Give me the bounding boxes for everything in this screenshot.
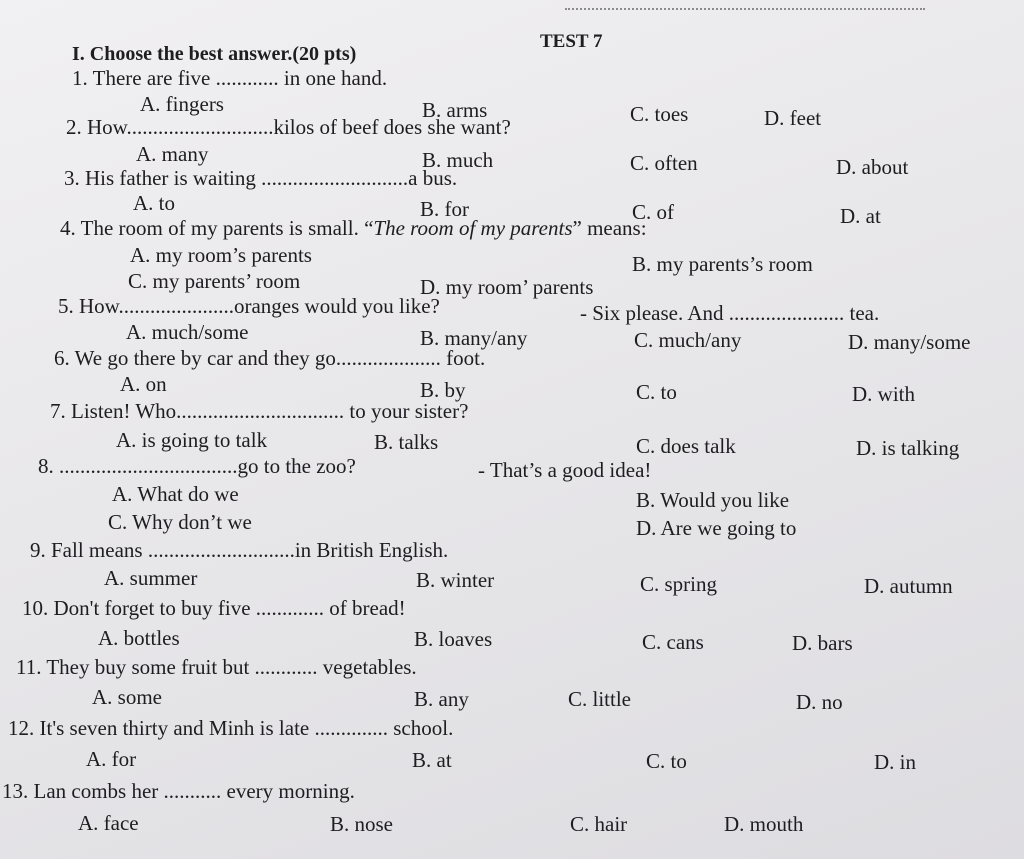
q3-option-b[interactable]: B. for xyxy=(420,197,469,221)
q1-option-d[interactable]: D. feet xyxy=(764,106,822,130)
q4-option-d[interactable]: D. my room’ parents xyxy=(420,275,594,299)
q5-option-a[interactable]: A. much/some xyxy=(126,320,249,344)
q10-option-c[interactable]: C. cans xyxy=(642,630,704,654)
q4-option-a[interactable]: A. my room’s parents xyxy=(130,243,312,267)
q8-option-a[interactable]: A. What do we xyxy=(112,482,239,506)
q4-option-b[interactable]: B. my parents’s room xyxy=(632,252,813,276)
q7-option-a[interactable]: A. is going to talk xyxy=(116,428,268,452)
question-11-stem: 11. They buy some fruit but ............ vegetables. xyxy=(16,655,417,679)
q8-option-d[interactable]: D. Are we going to xyxy=(636,516,797,540)
q11-option-c[interactable]: C. little xyxy=(568,687,631,711)
question-1-stem: 1. There are five ............ in one hand. xyxy=(72,66,388,90)
q6-option-b[interactable]: B. by xyxy=(420,378,466,402)
q3-option-c[interactable]: C. of xyxy=(632,200,674,224)
question-7-stem: 7. Listen! Who................................ to your sister? xyxy=(50,399,469,423)
q11-option-b[interactable]: B. any xyxy=(414,687,469,711)
question-9-stem: 9. Fall means ............................in British English. xyxy=(30,538,449,562)
question-6-stem: 6. We go there by car and they go.................... foot. xyxy=(54,346,486,370)
q12-option-c[interactable]: C. to xyxy=(646,749,687,773)
q10-option-d[interactable]: D. bars xyxy=(792,631,853,655)
q7-option-b[interactable]: B. talks xyxy=(374,430,439,454)
q5-option-d[interactable]: D. many/some xyxy=(848,330,971,354)
q2-option-d[interactable]: D. about xyxy=(836,155,909,179)
q9-option-a[interactable]: A. summer xyxy=(104,566,198,590)
q12-option-a[interactable]: A. for xyxy=(86,747,137,771)
q12-option-b[interactable]: B. at xyxy=(412,748,452,772)
q9-option-d[interactable]: D. autumn xyxy=(864,574,953,598)
test-title: TEST 7 xyxy=(540,31,603,52)
section-heading: I. Choose the best answer.(20 pts) xyxy=(72,43,357,65)
q5-option-c[interactable]: C. much/any xyxy=(634,328,742,352)
q13-option-c[interactable]: C. hair xyxy=(570,812,628,836)
q13-option-d[interactable]: D. mouth xyxy=(724,812,804,836)
q6-option-a[interactable]: A. on xyxy=(120,372,167,396)
q9-option-b[interactable]: B. winter xyxy=(416,568,495,592)
q2-option-b[interactable]: B. much xyxy=(422,148,494,172)
q5-option-b[interactable]: B. many/any xyxy=(420,326,528,350)
q11-option-d[interactable]: D. no xyxy=(796,690,843,714)
question-8-stem: 8. ..................................go to the zoo? xyxy=(38,454,356,478)
q1-option-a[interactable]: A. fingers xyxy=(140,92,224,116)
q6-option-d[interactable]: D. with xyxy=(852,382,915,406)
q11-option-a[interactable]: A. some xyxy=(92,685,162,709)
q6-option-c[interactable]: C. to xyxy=(636,380,677,404)
question-13-stem: 13. Lan combs her ........... every morning. xyxy=(2,779,355,803)
q3-option-d[interactable]: D. at xyxy=(840,204,881,228)
q1-option-c[interactable]: C. toes xyxy=(630,102,689,126)
question-5-stem: 5. How......................oranges would you like? xyxy=(58,294,440,318)
q10-option-b[interactable]: B. loaves xyxy=(414,627,493,651)
question-5-reply: - Six please. And ...................... tea. xyxy=(580,301,880,325)
question-3-stem: 3. His father is waiting ............................a bus. xyxy=(64,166,458,190)
q8-option-c[interactable]: C. Why don’t we xyxy=(108,510,252,534)
q9-option-c[interactable]: C. spring xyxy=(640,572,718,596)
q13-option-a[interactable]: A. face xyxy=(78,811,139,835)
top-dotted-line xyxy=(565,0,925,10)
q7-option-c[interactable]: C. does talk xyxy=(636,434,736,458)
question-2-stem: 2. How............................kilos of beef does she want? xyxy=(66,115,511,139)
q12-option-d[interactable]: D. in xyxy=(874,750,916,774)
q4-option-c[interactable]: C. my parents’ room xyxy=(128,269,301,293)
question-4-stem: 4. The room of my parents is small. “The room of my parents” means: xyxy=(60,216,647,240)
question-12-stem: 12. It's seven thirty and Minh is late .............. school. xyxy=(8,716,454,740)
q2-option-a[interactable]: A. many xyxy=(136,142,209,166)
q8-option-b[interactable]: B. Would you like xyxy=(636,488,790,512)
question-8-reply: - That’s a good idea! xyxy=(478,458,652,482)
q13-option-b[interactable]: B. nose xyxy=(330,812,393,836)
q2-option-c[interactable]: C. often xyxy=(630,151,698,175)
q3-option-a[interactable]: A. to xyxy=(133,191,175,215)
q10-option-a[interactable]: A. bottles xyxy=(98,626,180,650)
question-10-stem: 10. Don't forget to buy five ............. of bread! xyxy=(22,596,406,620)
q1-option-b[interactable]: B. arms xyxy=(422,98,488,122)
q7-option-d[interactable]: D. is talking xyxy=(856,436,960,460)
